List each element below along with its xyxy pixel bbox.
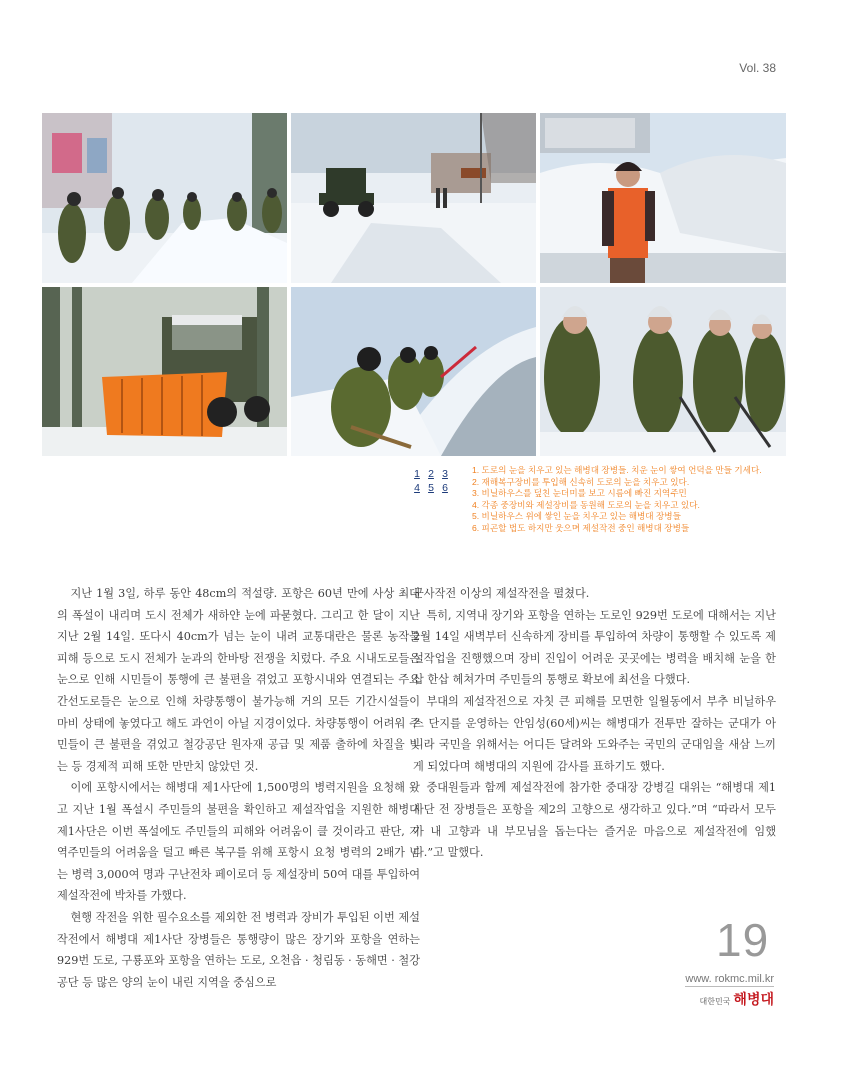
page-number: 19	[716, 914, 770, 966]
brand-logo	[700, 989, 775, 1009]
photo-captions	[472, 465, 762, 534]
photo-key-3: 3	[442, 468, 448, 480]
article-paragraph: 이에 포항시에서는 해병대 제1사단에 1,500명의 병력지원을 요청해 왔고 지난 1월 폭설시 주민들의 불편을 확인하고 제설작업을 지원한 해병대 제1사단은 이번 폭설에도 주민들의 피해와 어려움이 클 것이라고 판단, 지역주민들의 어려움을 덜고 빠른 복구를 위해 포항시 요청 병력의 2배가 넘는 병력 3,000여 명과 구난전차 페이로더 등 제설장비 50여 대를 투입하여 제설작전에 박차를 가했다.	[57, 781, 420, 903]
brand-name: 해병대	[733, 991, 774, 1007]
article-column-left	[57, 583, 420, 993]
caption-5: 5. 비닐하우스 위에 쌓인 눈을 치우고 있는 해병대 장병들	[472, 511, 681, 521]
photo-tractor-clearing-snow	[291, 113, 536, 283]
photo-key-4: 4	[414, 482, 420, 494]
brand-country: 대한민국	[699, 997, 731, 1006]
caption-4: 4. 각종 중장비와 제설장비를 동원해 도로의 눈을 치우고 있다.	[472, 499, 700, 510]
caption-2: 2. 재해복구장비를 투입해 신속히 도로의 눈을 치우고 있다.	[472, 476, 690, 487]
photo-smiling-marines	[540, 287, 786, 456]
photo-marines-greenhouse	[291, 287, 536, 456]
photo-grid	[42, 113, 786, 456]
photo-resident-greenhouse	[540, 113, 786, 283]
article-paragraph: 부대의 제설작전으로 자칫 큰 피해를 모면한 일월동에서 부추 비닐하우스 단지를 운영하는 안임성(60세)씨는 해병대가 전투만 잘하는 군대가 아니라 국민을 위해서는 어디든 달려와 도와주는 국민의 군대임을 새삼 느끼게 되었다며 해병대의 지원에 감사를 표하기도 했다.	[413, 694, 776, 773]
photo-key-6: 6	[442, 482, 448, 494]
photo-key-1: 1	[414, 468, 420, 480]
photo-key-2: 2	[428, 468, 434, 480]
caption-6: 6. 피곤할 법도 하지만 웃으며 제설작전 중인 해병대 장병들	[472, 522, 690, 533]
photo-key-5: 5	[428, 482, 434, 494]
article-paragraph: 현행 작전을 위한 필수요소를 제외한 전 병력과 장비가 투입된 이번 제설작전에서 해병대 제1사단 장병들은 통행량이 많은 장기와 포항을 연하는 929번 도로, 구룡포와 포항을 연하는 도로, 오천읍 · 청림동 · 동해면 · 철강공단 등 많은 양의 눈이 내린 지역을 중심으로	[57, 910, 420, 989]
article-paragraph: 지난 1월 3일, 하루 동안 48cm의 적설량. 포항은 60년 만에 사상 최대의 폭설이 내리며 도시 전체가 새하얀 눈에 파묻혔다. 그리고 한 달이 지난 지난 2월 14일. 또다시 40cm가 넘는 눈이 내려 교통대란은 물론 농작물 피해 등으로 도시 전체가 눈과의 한바탕 전쟁을 치렀다. 주요 시내도로들은 눈으로 인해 시민들이 통행에 큰 불편을 겪었고 포항시내와 연결되는 주요 간선도로들은 눈으로 인해 차량통행이 불가능해 거의 모든 기간시설들이 마비 상태에 놓였다고 해도 과언이 아닐 지경이었다. 차량통행이 어려워 주민들이 큰 불편을 겪었고 철강공단 원자재 공급 및 제품 출하에 차질을 빚는 등 경제적 피해 또한 만만치 않았던 것.	[57, 587, 420, 773]
photo-snowplow-truck	[42, 287, 287, 456]
photo-key-row-1	[410, 467, 458, 481]
article-column-right	[413, 583, 776, 864]
photo-marines-shoveling-road	[42, 113, 287, 283]
volume-label: Vol. 38	[739, 61, 776, 75]
caption-3: 3. 비닐하우스를 덮친 눈더미를 보고 시름에 빠진 지역주민	[472, 488, 687, 498]
website-url: www. rokmc.mil.kr	[685, 973, 774, 985]
article-paragraph: 중대원들과 함께 제설작전에 참가한 중대장 강병길 대위는 “해병대 제1사단 전 장병들은 포항을 제2의 고향으로 생각하고 있다.”며 “따라서 모두가 내 고향과 내 부모님을 돕는다는 즐거운 마음으로 제설작전에 임했다.”고 말했다.	[413, 781, 776, 860]
photo-key-row-2	[410, 481, 458, 495]
caption-1: 1. 도로의 눈을 치우고 있는 해병대 장병들. 치운 눈이 쌓여 언덕을 만들 기세다.	[472, 465, 762, 475]
article-paragraph: 군사작전 이상의 제설작전을 펼쳤다.	[413, 587, 590, 600]
article-paragraph: 특히, 지역내 장기와 포항을 연하는 도로인 929번 도로에 대해서는 지난 2월 14일 새벽부터 신속하게 장비를 투입하여 차량이 통행할 수 있도록 제설작업을 진행했으며 장비 진입이 어려운 곳곳에는 병력을 배치해 눈을 한삽 한삽 헤쳐가며 주민들의 통행로 확보에 최선을 다했다.	[413, 608, 776, 687]
photo-number-key	[410, 467, 458, 495]
